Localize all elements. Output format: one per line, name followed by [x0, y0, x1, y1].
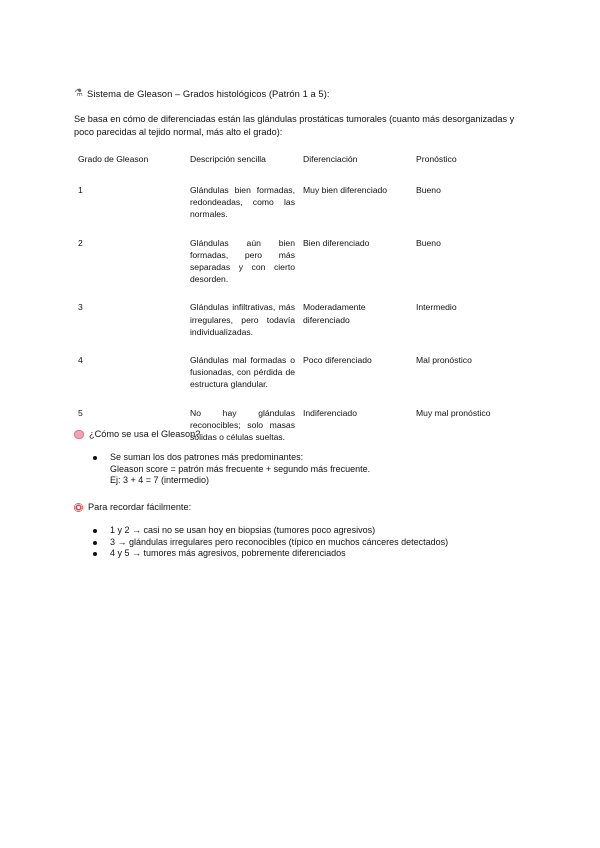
gleason-grades-table — [74, 152, 524, 453]
cell-prognosis: Intermedio — [416, 302, 457, 313]
cell-grade: 5 — [78, 407, 83, 418]
cell-differentiation: Indiferenciado — [303, 407, 357, 418]
list-item: 1 y 2 → casi no se usan hoy en biopsias (tumores poco agresivos) — [92, 525, 448, 537]
cell-description: Glándulas aún bien formadas, pero más separadas y con cierto desorden. — [190, 237, 295, 285]
cell-prognosis: Bueno — [416, 185, 441, 195]
cell-grade: 4 — [78, 355, 83, 366]
brain-icon — [74, 430, 84, 439]
table-row — [74, 178, 524, 231]
remember-list — [92, 525, 448, 560]
cell-grade: 3 — [78, 302, 83, 313]
microscope-icon: ⚗ — [74, 88, 84, 99]
list-item: 3 → glándulas irregulares pero reconocibles (típico en muchos cánceres detectados) — [92, 537, 448, 549]
usage-line-3: Ej: 3 + 4 = 7 (intermedio) — [110, 475, 210, 486]
cell-description: Glándulas bien formadas, redondeadas, como las normales. — [190, 185, 295, 220]
cell-prognosis: Muy mal pronóstico — [416, 407, 491, 418]
header-prognosis: Pronóstico — [416, 154, 457, 164]
usage-title: ¿Cómo se usa el Gleason? — [89, 429, 201, 439]
header-differentiation: Diferenciación — [303, 154, 358, 164]
table-row — [74, 231, 524, 296]
section-title-text: Sistema de Gleason – Grados histológicos (Patrón 1 a 5): — [87, 88, 330, 99]
section-title-gleason — [74, 88, 330, 99]
header-description: Descripción sencilla — [190, 154, 266, 164]
table-row — [74, 348, 524, 401]
table-header-row — [74, 152, 524, 178]
cell-grade: 1 — [78, 185, 83, 195]
usage-line-1: Se suman los dos patrones más predominantes: — [110, 452, 304, 462]
cell-prognosis: Mal pronóstico — [416, 355, 472, 366]
remember-heading — [74, 502, 191, 512]
intro-paragraph: Se basa en cómo de diferenciadas están las glándulas prostáticas tumorales (cuanto más desorganizadas y poco parecidas al tejido normal, más alto el grado): — [74, 114, 515, 137]
cell-grade: 2 — [78, 237, 83, 248]
list-item: 4 y 5 → tumores más agresivos, pobremente diferenciados — [92, 548, 448, 560]
usage-heading — [74, 429, 200, 439]
table-row — [74, 295, 524, 348]
cell-description: Glándulas mal formadas o fusionadas, con pérdida de estructura glandular. — [190, 355, 295, 390]
cell-description: Glándulas infiltrativas, más irregulares, pero todavía individualizadas. — [190, 302, 295, 337]
table-row — [74, 401, 524, 454]
cell-differentiation: Poco diferenciado — [303, 355, 372, 366]
cell-differentiation: Moderadamente diferenciado — [303, 302, 366, 325]
usage-list — [92, 452, 370, 487]
target-icon — [74, 503, 83, 512]
cell-differentiation: Muy bien diferenciado — [303, 185, 388, 195]
usage-line-2: Gleason score = patrón más frecuente + segundo más frecuente. — [110, 463, 371, 474]
cell-prognosis: Bueno — [416, 237, 441, 248]
cell-description: No hay glándulas reconocibles; solo masas sólidas o células sueltas. — [190, 407, 295, 443]
list-item — [92, 452, 370, 487]
header-grade: Grado de Gleason — [78, 154, 149, 164]
remember-title: Para recordar fácilmente: — [88, 502, 192, 512]
cell-differentiation: Bien diferenciado — [303, 237, 370, 248]
